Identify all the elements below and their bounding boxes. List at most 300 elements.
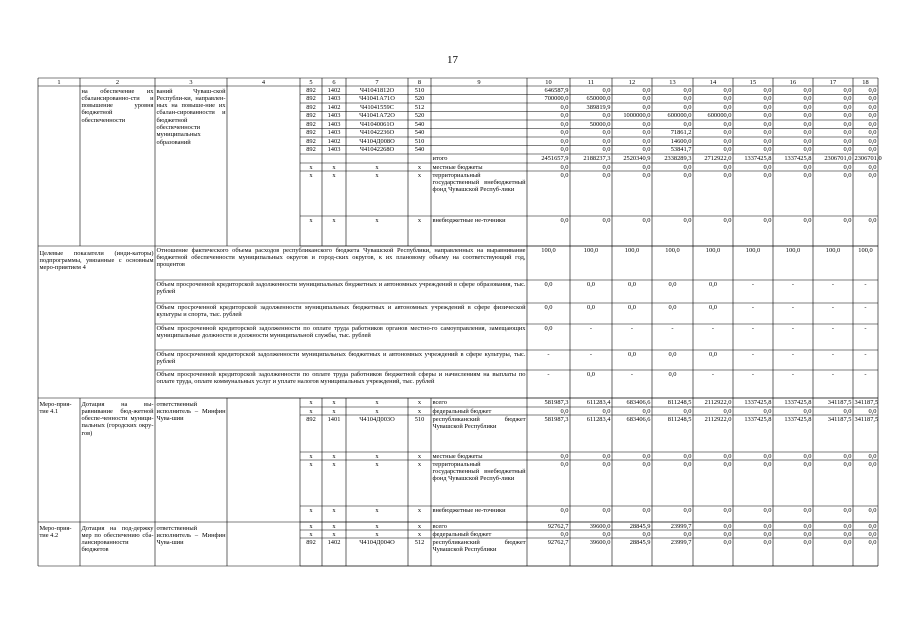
amount-cell: 0,0 bbox=[723, 522, 732, 530]
amount-cell: 683406,6 bbox=[626, 398, 651, 406]
amount-cell: 341187,5 bbox=[854, 398, 879, 406]
indicator-name: Объем просроченной кредиторской задолженности муниципальных бюджетных и автономных учреждений в сфере физической культуры и спорта, тыс. рублей bbox=[156, 303, 526, 318]
amount-cell: 646587,9 bbox=[544, 86, 569, 94]
amount-cell: 0,0 bbox=[602, 171, 611, 179]
section-code: x bbox=[332, 460, 336, 468]
amount-cell: 28845,9 bbox=[629, 538, 651, 546]
expense-type-code bbox=[410, 155, 430, 163]
amount-cell: 0,0 bbox=[602, 86, 611, 94]
target-article-code: x bbox=[375, 216, 379, 224]
amount-cell: 611283,4 bbox=[586, 398, 611, 406]
indicator-value: 0,0 bbox=[668, 350, 677, 358]
amount-cell: 0,0 bbox=[602, 407, 611, 415]
expense-type-code: x bbox=[417, 216, 422, 224]
indicator-value: - bbox=[864, 303, 867, 311]
amount-cell: 0,0 bbox=[723, 530, 732, 538]
admin-code bbox=[302, 155, 321, 163]
amount-cell: 0,0 bbox=[642, 171, 651, 179]
amount-cell: 2451657,9 bbox=[541, 154, 569, 162]
indicator-value: - bbox=[711, 324, 715, 332]
indicator-value: - bbox=[791, 280, 795, 288]
column-header: 17 bbox=[829, 78, 837, 86]
expense-type-code: 520 bbox=[414, 112, 425, 120]
admin-code: x bbox=[309, 163, 313, 171]
amount-cell: 0,0 bbox=[642, 120, 651, 128]
amount-cell: 0,0 bbox=[763, 120, 772, 128]
amount-cell: 0,0 bbox=[683, 452, 692, 460]
indicator-value: - bbox=[589, 350, 593, 358]
section-code: x bbox=[332, 216, 336, 224]
amount-cell: 2520340,9 bbox=[623, 154, 651, 162]
amount-cell: 0,0 bbox=[843, 460, 852, 468]
expense-type-code: 540 bbox=[414, 120, 425, 128]
amount-cell: 0,0 bbox=[803, 452, 812, 460]
amount-cell: 0,0 bbox=[763, 171, 772, 179]
indicator-value: 100,0 bbox=[858, 246, 873, 254]
funding-source: всего bbox=[432, 522, 447, 530]
amount-cell: 0,0 bbox=[602, 163, 611, 171]
indicator-value: 0,0 bbox=[709, 280, 717, 288]
amount-cell: 0,0 bbox=[868, 120, 877, 128]
expense-type-code: x bbox=[417, 163, 422, 171]
funding-source bbox=[433, 87, 526, 95]
indicator-value: 100,0 bbox=[665, 246, 680, 254]
column-header: 7 bbox=[375, 78, 379, 86]
amount-cell: 0,0 bbox=[803, 216, 812, 224]
amount-cell: 0,0 bbox=[683, 530, 692, 538]
admin-code: x bbox=[309, 216, 313, 224]
funding-source: внебюджетные не-точники bbox=[432, 216, 506, 224]
indicator-value: 0,0 bbox=[587, 280, 595, 288]
amount-cell: 0,0 bbox=[868, 103, 877, 111]
amount-cell: 92762,7 bbox=[547, 522, 569, 530]
admin-code: x bbox=[309, 171, 313, 179]
amount-cell: 0,0 bbox=[723, 460, 732, 468]
funding-source bbox=[433, 121, 526, 129]
funding-source: федеральный бюджет bbox=[432, 407, 492, 415]
admin-code: 892 bbox=[306, 415, 316, 423]
indicator-value: - bbox=[831, 303, 835, 311]
amount-cell: 0,0 bbox=[683, 86, 692, 94]
amount-cell: 0,0 bbox=[763, 460, 772, 468]
amount-cell: 341187,5 bbox=[827, 398, 852, 406]
amount-cell: 0,0 bbox=[843, 452, 852, 460]
indicator-name: Объем просроченной кредиторской задолженности муниципальных бюджетных и автономных учреждений в сфере культуры, тыс. рублей bbox=[156, 350, 526, 365]
expense-type-code: 512 bbox=[414, 103, 425, 111]
amount-cell: 0,0 bbox=[642, 460, 651, 468]
section-code: x bbox=[332, 522, 336, 530]
amount-cell: 0,0 bbox=[763, 452, 772, 460]
amount-cell: 0,0 bbox=[560, 129, 569, 137]
indicator-value: 0,0 bbox=[587, 303, 595, 311]
target-article-code: Ч41041812O bbox=[359, 86, 395, 94]
indicator-value: 100,0 bbox=[745, 246, 761, 254]
indicator-value: 100,0 bbox=[624, 246, 640, 254]
expense-type-code: 540 bbox=[414, 129, 425, 137]
column-header: 12 bbox=[628, 78, 636, 86]
indicator-value: - bbox=[831, 280, 835, 288]
section-code: 1402 bbox=[327, 86, 341, 94]
amount-cell: 1337425,8 bbox=[744, 415, 772, 423]
target-article-code: Ч41041559C bbox=[360, 103, 394, 111]
amount-cell: 0,0 bbox=[602, 452, 611, 460]
amount-cell: 0,0 bbox=[763, 137, 772, 145]
amount-cell: 0,0 bbox=[763, 112, 772, 120]
column-header: 18 bbox=[862, 78, 869, 86]
column-header: 16 bbox=[789, 78, 797, 86]
admin-code: x bbox=[309, 530, 313, 538]
amount-cell: 0,0 bbox=[803, 137, 812, 145]
amount-cell: 23999,7 bbox=[670, 522, 692, 530]
amount-cell: 0,0 bbox=[683, 163, 692, 171]
amount-cell: 611283,4 bbox=[586, 415, 611, 423]
amount-cell: 0,0 bbox=[763, 163, 772, 171]
amount-cell: 0,0 bbox=[868, 146, 877, 154]
indicator-value: 0,0 bbox=[587, 370, 595, 378]
amount-cell: 2112922,0 bbox=[704, 398, 732, 406]
amount-cell: 0,0 bbox=[868, 216, 877, 224]
amount-cell: 0,0 bbox=[763, 522, 772, 530]
section-code: x bbox=[332, 163, 336, 171]
amount-cell: 2112922,0 bbox=[704, 415, 732, 423]
amount-cell: 0,0 bbox=[683, 103, 692, 111]
column-header: 13 bbox=[669, 78, 676, 86]
indicator-name: Объем просроченной кредиторской задолженности муниципальных бюджетных и автономных учреждений в сфере образования, тыс. рублей bbox=[156, 280, 526, 295]
admin-code: 892 bbox=[306, 86, 316, 94]
amount-cell: 0,0 bbox=[560, 530, 569, 538]
target-article-code: x bbox=[375, 506, 379, 514]
column-header: 4 bbox=[261, 78, 266, 86]
expense-type-code: x bbox=[417, 460, 422, 468]
indicator-value: - bbox=[589, 324, 593, 332]
activity-4-1-executor: ответственный исполнитель – Минфин Чува-шии bbox=[156, 400, 226, 423]
amount-cell: 0,0 bbox=[560, 452, 569, 460]
amount-cell: 341187,5 bbox=[827, 415, 852, 423]
amount-cell: 341187,5 bbox=[854, 415, 879, 423]
section-code: 1403 bbox=[327, 129, 341, 137]
indicator-value: - bbox=[630, 324, 634, 332]
amount-cell: 0,0 bbox=[602, 460, 611, 468]
amount-cell: 23999,7 bbox=[670, 538, 692, 546]
amount-cell: 581987,3 bbox=[544, 398, 569, 406]
section-code: 1403 bbox=[327, 120, 341, 128]
indicator-value: 100,0 bbox=[541, 246, 556, 254]
column-header: 14 bbox=[709, 78, 717, 86]
indicator-value: - bbox=[751, 370, 755, 378]
funding-source: итого bbox=[432, 154, 448, 162]
amount-cell: 600000,0 bbox=[667, 112, 692, 120]
section-code: x bbox=[332, 171, 336, 179]
amount-cell: 700000,0 bbox=[544, 95, 569, 103]
amount-cell: 0,0 bbox=[843, 120, 852, 128]
column-header: 15 bbox=[749, 78, 757, 86]
amount-cell: 0,0 bbox=[683, 460, 692, 468]
indicator-value: - bbox=[751, 324, 755, 332]
indicator-value: - bbox=[791, 370, 795, 378]
funding-source bbox=[433, 112, 526, 120]
funding-source: местные бюджеты bbox=[432, 163, 483, 171]
indicator-name: Объем просроченной кредиторской задолженности по оплате труда работников бюджетной сферы и начислениям на выплаты по оплате труда, оплате коммунальных услуг и уплате налогов муниципальных учреждений, тыс. рублей bbox=[156, 370, 526, 385]
amount-cell: 0,0 bbox=[843, 522, 852, 530]
amount-cell: 0,0 bbox=[803, 163, 812, 171]
amount-cell: 0,0 bbox=[843, 129, 852, 137]
expense-type-code: x bbox=[417, 171, 422, 179]
amount-cell: 0,0 bbox=[868, 86, 877, 94]
indicator-value: - bbox=[751, 350, 755, 358]
admin-code: 892 bbox=[306, 95, 316, 103]
funding-source: местные бюджеты bbox=[432, 452, 483, 460]
admin-code: 892 bbox=[306, 129, 316, 137]
amount-cell: 0,0 bbox=[868, 460, 877, 468]
amount-cell: 0,0 bbox=[843, 506, 852, 514]
amount-cell: 0,0 bbox=[560, 216, 569, 224]
indicator-value: - bbox=[547, 350, 550, 358]
amount-cell: 0,0 bbox=[803, 129, 812, 137]
amount-cell: 0,0 bbox=[642, 95, 651, 103]
amount-cell: 0,0 bbox=[560, 163, 569, 171]
funding-source: республиканский бюджет Чувашской Республики bbox=[432, 415, 526, 430]
funding-source: федеральный бюджет bbox=[432, 530, 492, 538]
amount-cell: 0,0 bbox=[803, 530, 812, 538]
target-article-code: x bbox=[375, 452, 379, 460]
amount-cell: 0,0 bbox=[803, 95, 812, 103]
amount-cell: 0,0 bbox=[868, 95, 877, 103]
amount-cell: 39600,0 bbox=[589, 538, 611, 546]
expense-type-code: x bbox=[417, 530, 422, 538]
amount-cell: 0,0 bbox=[763, 530, 772, 538]
amount-cell: 0,0 bbox=[683, 171, 692, 179]
amount-cell: 0,0 bbox=[843, 86, 852, 94]
indicator-value: - bbox=[864, 324, 867, 332]
indicator-value: 0,0 bbox=[628, 303, 636, 311]
amount-cell: 0,0 bbox=[843, 112, 852, 120]
indicator-value: - bbox=[831, 324, 835, 332]
indicator-value: - bbox=[791, 350, 795, 358]
admin-code: x bbox=[309, 506, 313, 514]
indicator-name: Отношение фактического объема расходов республиканского бюджета Чувашской Республики, направленных на выравнивание бюджетной обеспеченности муниципальных округов и город-ских округов, к их плановому объему на соответствующий год, процентов bbox=[156, 246, 526, 269]
amount-cell: 0,0 bbox=[803, 103, 812, 111]
funding-source bbox=[433, 146, 526, 154]
target-article-code: Ч41041A71O bbox=[359, 95, 395, 103]
amount-cell: 0,0 bbox=[683, 407, 692, 415]
amount-cell: 0,0 bbox=[868, 407, 877, 415]
amount-cell: 0,0 bbox=[723, 506, 732, 514]
section-code: x bbox=[332, 506, 336, 514]
amount-cell: 0,0 bbox=[642, 103, 651, 111]
target-article-code: Ч41042236O bbox=[359, 129, 395, 137]
amount-cell: 0,0 bbox=[723, 129, 732, 137]
amount-cell: 0,0 bbox=[642, 407, 651, 415]
amount-cell: 0,0 bbox=[642, 86, 651, 94]
indicator-value: - bbox=[791, 324, 795, 332]
admin-code: 892 bbox=[306, 120, 316, 128]
amount-cell: 0,0 bbox=[868, 530, 877, 538]
amount-cell: 0,0 bbox=[560, 103, 569, 111]
amount-cell: 389819,9 bbox=[586, 103, 611, 111]
amount-cell: 600000,0 bbox=[707, 112, 732, 120]
amount-cell: 0,0 bbox=[868, 506, 877, 514]
amount-cell: 683406,6 bbox=[626, 415, 651, 423]
amount-cell: 0,0 bbox=[642, 129, 651, 137]
indicator-value: 0,0 bbox=[709, 303, 717, 311]
amount-cell: 2338289,3 bbox=[664, 154, 692, 162]
amount-cell: 0,0 bbox=[560, 407, 569, 415]
amount-cell: 0,0 bbox=[723, 216, 732, 224]
amount-cell: 0,0 bbox=[723, 146, 732, 154]
activity-description: на обеспечение их сбалансированно-сти и повышение уровня бюджетной обеспеченности bbox=[81, 87, 154, 124]
indicator-value: - bbox=[711, 370, 715, 378]
target-article-code: x bbox=[375, 163, 379, 171]
amount-cell: 0,0 bbox=[683, 95, 692, 103]
indicator-value: - bbox=[831, 370, 835, 378]
admin-code: x bbox=[309, 407, 313, 415]
amount-cell: 0,0 bbox=[602, 112, 611, 120]
expense-type-code: 512 bbox=[414, 538, 425, 546]
amount-cell: 0,0 bbox=[843, 163, 852, 171]
expense-type-code: 510 bbox=[414, 137, 425, 145]
amount-cell: 0,0 bbox=[868, 129, 877, 137]
amount-cell: 0,0 bbox=[803, 460, 812, 468]
amount-cell: 0,0 bbox=[560, 171, 569, 179]
target-article-code: x bbox=[375, 171, 379, 179]
expense-type-code: x bbox=[417, 522, 422, 530]
funding-source: внебюджетные не-точники bbox=[432, 506, 506, 514]
amount-cell: 0,0 bbox=[642, 146, 651, 154]
target-article-code: Ч4104Д003O bbox=[359, 415, 395, 423]
target-article-code: Ч41040061O bbox=[359, 120, 395, 128]
section-code: 1402 bbox=[327, 538, 341, 546]
target-article-code: Ч41042268O bbox=[359, 146, 395, 154]
amount-cell: 0,0 bbox=[723, 452, 732, 460]
indicator-value: - bbox=[864, 350, 867, 358]
amount-cell: 0,0 bbox=[602, 506, 611, 514]
target-article-code: Ч4104Д004O bbox=[359, 538, 395, 546]
amount-cell: 92762,7 bbox=[547, 538, 569, 546]
target-article-code: Ч41041A72O bbox=[359, 112, 395, 120]
indicator-value: - bbox=[791, 303, 795, 311]
indicator-value: - bbox=[751, 303, 755, 311]
amount-cell: 0,0 bbox=[803, 112, 812, 120]
amount-cell: 0,0 bbox=[868, 452, 877, 460]
funding-source bbox=[433, 129, 526, 137]
amount-cell: 53841,7 bbox=[670, 146, 692, 154]
amount-cell: 0,0 bbox=[642, 452, 651, 460]
expense-type-code: x bbox=[417, 452, 422, 460]
amount-cell: 0,0 bbox=[642, 506, 651, 514]
admin-code: 892 bbox=[306, 112, 316, 120]
expense-type-code: x bbox=[417, 398, 422, 406]
expense-type-code: 510 bbox=[414, 415, 425, 423]
amount-cell: 0,0 bbox=[763, 103, 772, 111]
amount-cell: 0,0 bbox=[723, 137, 732, 145]
column-header: 8 bbox=[417, 78, 422, 86]
amount-cell: 0,0 bbox=[683, 506, 692, 514]
amount-cell: 0,0 bbox=[868, 522, 877, 530]
section-code: x bbox=[332, 398, 336, 406]
amount-cell: 0,0 bbox=[803, 522, 812, 530]
amount-cell: 811248,5 bbox=[667, 398, 692, 406]
indicator-value: 100,0 bbox=[825, 246, 841, 254]
admin-code: x bbox=[309, 398, 313, 406]
amount-cell: 0,0 bbox=[642, 530, 651, 538]
indicator-value: 100,0 bbox=[785, 246, 801, 254]
amount-cell: 0,0 bbox=[843, 103, 852, 111]
activity-4-2-name: Дотация на под-держку мер по обеспечению сба-лансированности бюджетов bbox=[81, 524, 154, 554]
amount-cell: 0,0 bbox=[843, 407, 852, 415]
amount-cell: 1337425,8 bbox=[784, 154, 812, 162]
column-header: 5 bbox=[309, 78, 313, 86]
amount-cell: 0,0 bbox=[642, 137, 651, 145]
amount-cell: 0,0 bbox=[602, 129, 611, 137]
funding-source: республиканский бюджет Чувашской Республики bbox=[432, 538, 526, 553]
indicator-value: 0,0 bbox=[544, 303, 553, 311]
admin-code: x bbox=[309, 522, 313, 530]
indicator-value: 0,0 bbox=[668, 303, 677, 311]
activity-4-1-name: Дотация на вы-равнивание бюд-жетной обеспе-ченности муници-пальных (городских окру-гов) bbox=[81, 400, 154, 437]
column-header: 10 bbox=[545, 78, 552, 86]
amount-cell: 0,0 bbox=[763, 216, 772, 224]
section-code: 1403 bbox=[327, 146, 341, 154]
indicator-value: 0,0 bbox=[709, 350, 717, 358]
amount-cell: 14600,0 bbox=[670, 137, 692, 145]
amount-cell: 0,0 bbox=[868, 171, 877, 179]
amount-cell: 2188237,3 bbox=[583, 154, 611, 162]
amount-cell: 0,0 bbox=[560, 112, 569, 120]
indicator-value: 0,0 bbox=[668, 280, 677, 288]
amount-cell: 2306701,0 bbox=[824, 154, 852, 162]
amount-cell: 650000,0 bbox=[586, 95, 611, 103]
amount-cell: 0,0 bbox=[868, 137, 877, 145]
funding-source: территориальный государственный внебюджетный фонд Чувашской Респуб-лики bbox=[432, 171, 526, 194]
amount-cell: 0,0 bbox=[803, 407, 812, 415]
amount-cell: 0,0 bbox=[843, 216, 852, 224]
target-article-code: Ч4104Д008O bbox=[359, 137, 395, 145]
amount-cell: 0,0 bbox=[843, 538, 852, 546]
indicator-value: 0,0 bbox=[628, 350, 636, 358]
amount-cell: 0,0 bbox=[803, 171, 812, 179]
amount-cell: 0,0 bbox=[560, 146, 569, 154]
amount-cell: 0,0 bbox=[843, 137, 852, 145]
amount-cell: 811248,5 bbox=[667, 415, 692, 423]
indicator-value: - bbox=[831, 350, 835, 358]
expense-type-code: 520 bbox=[414, 95, 425, 103]
column-header: 2 bbox=[115, 78, 120, 86]
amount-cell: 0,0 bbox=[868, 112, 877, 120]
amount-cell: 0,0 bbox=[723, 103, 732, 111]
amount-cell: 0,0 bbox=[683, 216, 692, 224]
amount-cell: 0,0 bbox=[803, 86, 812, 94]
amount-cell: 0,0 bbox=[683, 120, 692, 128]
admin-code: 892 bbox=[306, 137, 316, 145]
amount-cell: 1337425,8 bbox=[744, 398, 772, 406]
funding-source: территориальный государственный внебюджетный фонд Чувашской Респуб-лики bbox=[432, 460, 526, 483]
amount-cell: 2712922,0 bbox=[704, 154, 732, 162]
amount-cell: 0,0 bbox=[560, 506, 569, 514]
amount-cell: 39600,0 bbox=[589, 522, 611, 530]
indicator-value: - bbox=[751, 280, 755, 288]
amount-cell: 0,0 bbox=[843, 171, 852, 179]
target-article-code: x bbox=[375, 522, 379, 530]
admin-code: 892 bbox=[306, 146, 316, 154]
indicator-value: - bbox=[547, 370, 550, 378]
amount-cell: 0,0 bbox=[803, 120, 812, 128]
amount-cell: 0,0 bbox=[763, 129, 772, 137]
section-code: 1401 bbox=[327, 415, 341, 423]
activity-goal: ваний Чуваш-ской Республи-ки, направлен-ных на повыше-ние их сбалан-сированности и бюджетной обеспеченности муниципальных образований bbox=[156, 87, 226, 146]
amount-cell: 0,0 bbox=[803, 538, 812, 546]
amount-cell: 0,0 bbox=[642, 216, 651, 224]
expense-type-code: 540 bbox=[414, 146, 425, 154]
